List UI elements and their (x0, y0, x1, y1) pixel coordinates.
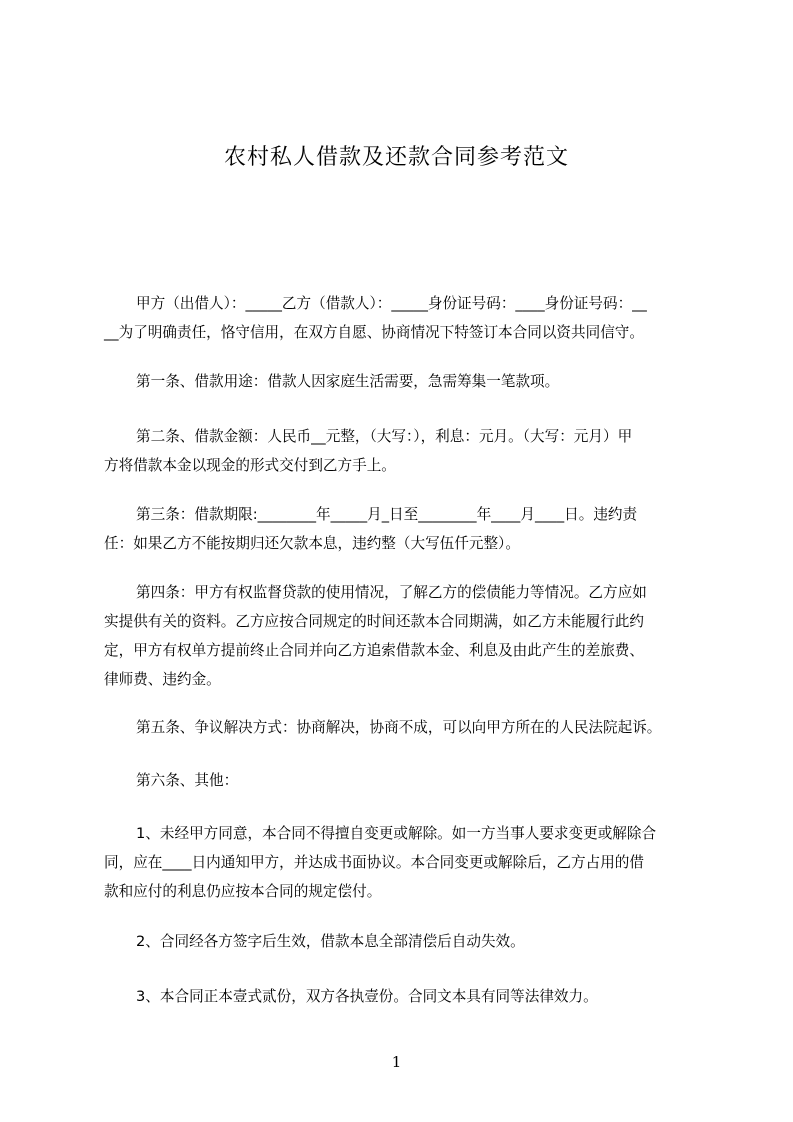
document-title: 农村私人借款及还款合同参考范文 (223, 145, 569, 170)
paragraph-clause-2 (104, 927, 700, 956)
paragraph-line: 1、未经甲方同意，本合同不得擅自变更或解除。如一方当事人要求变更或解除合 (136, 825, 657, 842)
paragraph-line: 同，应在____日内通知甲方，并达成书面协议。本合同变更或解除后，乙方占用的借 (104, 854, 644, 871)
paragraph-article-1 (104, 367, 700, 396)
paragraph-line: 律师费、违约金。 (104, 671, 221, 688)
page-number: 1 (391, 1053, 402, 1071)
paragraph-line: 3、本合同正本壹式贰份，双方各执壹份。合同文本具有同等法律效力。 (136, 988, 598, 1005)
paragraph-line: 第六条、其他： (136, 772, 239, 789)
paragraph-article-5 (104, 713, 700, 742)
paragraph-article-3 (104, 500, 700, 558)
paragraph-article-4 (104, 578, 700, 694)
paragraph-line: 第四条：甲方有权监督贷款的使用情况，了解乙方的偿债能力等情况。乙方应如 (136, 584, 647, 601)
paragraph-article-2 (104, 422, 700, 480)
paragraph-clause-1 (104, 819, 700, 906)
paragraph-line: 第五条、争议解决方式：协商解决，协商不成，可以向甲方所在的人民法院起诉。 (136, 719, 662, 736)
paragraph-line: __为了明确责任，恪守信用，在双方自愿、协商情况下特签订本合同以资共同信守。 (104, 324, 644, 341)
paragraph-line: 方将借款本金以现金的形式交付到乙方手上。 (104, 457, 396, 474)
paragraph-line: 第一条、借款用途：借款人因家庭生活需要，急需筹集一笔款项。 (136, 373, 560, 390)
paragraph-line: 实提供有关的资料。乙方应按合同规定的时间还款本合同期满，如乙方未能履行此约 (104, 613, 644, 630)
paragraph-line: 第三条：借款期限:________年_____月_日至________年____月____日。违约责 (136, 506, 638, 523)
paragraph-line: 款和应付的利息仍应按本合同的规定偿付。 (104, 883, 382, 900)
paragraph-line: 2、合同经各方签字后生效，借款本息全部清偿后自动失效。 (136, 933, 525, 950)
paragraph-article-6 (104, 766, 700, 795)
paragraph-line: 定，甲方有权单方提前终止合同并向乙方追索借款本金、利息及由此产生的差旅费、 (104, 642, 644, 659)
paragraph-clause-3 (104, 982, 700, 1011)
paragraph-line: 甲方（出借人）：_____乙方（借款人）：_____身份证号码：____身份证号码：__ (136, 295, 647, 312)
paragraph-parties (104, 289, 700, 347)
paragraph-line: 任：如果乙方不能按期归还欠款本息，违约整（大写伍仟元整）。 (104, 535, 520, 552)
paragraph-line: 第二条、借款金额：人民币__元整，（大写：），利息：元月。（大写：元月）甲 (136, 428, 633, 445)
